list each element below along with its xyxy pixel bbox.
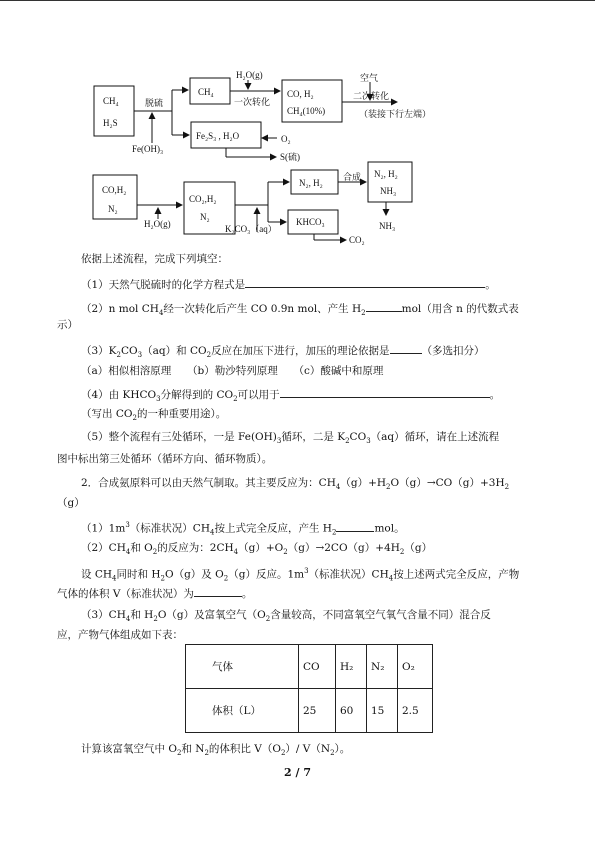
final-question: 计算该富氧空气中 $O_2$和 $N_2$的体积比 $V(O_2)/$ $V(N_2)$。 [81, 743, 351, 758]
air-label: 空气 [360, 73, 379, 83]
o2-label: O₂ [281, 134, 291, 144]
question-4: （4）由 $KHCO_3$分解得到的 $CO_2$可以用于 。 [81, 386, 581, 406]
feed-h2s-label: H₂S [103, 118, 118, 128]
question-5: （5）整个流程有三处循环，一是 $Fe(OH)_3$循环，二是 $K_2CO_3(aq)$循环，请在上述流程 [81, 431, 500, 446]
question-1: （1）天然气脱硫时的化学方程式是 。 [81, 276, 581, 292]
part-2-intro-cont: （g） [57, 497, 85, 509]
ch4-box-label: CH₄ [198, 87, 214, 97]
nh3-out-label: NH₃ [379, 221, 396, 231]
fe-box-label: Fe₂S₃ , H₂O [196, 131, 240, 141]
desulf-label: 脱硫 [145, 98, 164, 108]
co2-box-line1: CO₂,H₂ [189, 194, 217, 204]
co2-box-line2: N₂ [200, 212, 210, 222]
table-value-h2: 60 [336, 689, 367, 733]
part-2-question-2: $(2)CH_4$和 $O_2$的反应为：$2CH_4(g)+O_2(g)\to 2CO(g)+4H_2(g)$ [81, 542, 433, 557]
feed-box [94, 86, 134, 136]
k2co3-label: K₂CO₃（aq） [225, 224, 277, 234]
co-box-line2: CH₄(10%) [287, 106, 326, 116]
n2h2-box-label: N₂, H₂ [299, 178, 323, 188]
table-header-o2: O₂ [398, 645, 433, 689]
intro-line: 依据上述流程，完成下列填空： [81, 253, 228, 265]
nh3-box [368, 162, 412, 202]
sulfur-label: S(硫) [280, 152, 300, 162]
part-2-intro: 2．合成氨原料可以由天然气制取。其主要反应为：$CH_4(g)+H_2O(g)\to CO(g)+3H_2$ [81, 477, 510, 492]
first-conversion-label: 一次转化 [234, 97, 271, 107]
table-header-co: CO [299, 645, 336, 689]
second-note-label: （装接下行左端） [359, 109, 432, 119]
coh2-box-line1: CO,H₂ [102, 185, 127, 195]
process-flow-diagram [0, 0, 595, 250]
coh2-box-line2: N₂ [108, 204, 118, 214]
feed-ch4-label: CH₄ [103, 96, 119, 106]
question-3: $(3)K_2CO_3(aq)$和 $CO_2$反应在加压下进行，加压的理论依据是 （多选扣分） [81, 342, 581, 362]
part-2-question-3-cont: 应，产物气体组成如下表： [57, 629, 183, 641]
khco3-box-label: KHCO₃ [296, 217, 325, 227]
nh3-box-line2: NH₃ [380, 186, 397, 196]
table-row-label: 体积（L） [186, 689, 299, 733]
table-header-row [186, 645, 433, 689]
question-5-cont: 图中标出第三处循环（循环方向、循环物质）。 [57, 453, 273, 465]
part-2-question-2-cont: 气体的体积 V（标准状况）为 。 [57, 585, 557, 601]
co-box-line1: CO, H₂ [287, 89, 314, 99]
table-header-h2: H₂ [336, 645, 367, 689]
question-3-options: （a）相似相溶原理 （b）勒沙特列原理 （c）酸碱中和原理 [81, 365, 384, 377]
second-conversion-label: 二次转化 [353, 91, 390, 101]
feoh3-label: Fe(OH)₃ [132, 144, 164, 154]
h2o-label-1: H₂O(g) [236, 70, 263, 80]
table-header-label: 气体 [186, 645, 299, 689]
part-2-question-3: $(3)CH_4$和 $H_2O(g)$及富氧空气（$O_2$含量较高，不同富氧空气氧气含量不同）混合反 [81, 609, 491, 624]
table-row [186, 689, 433, 733]
co2-out-label: CO₂ [349, 235, 365, 245]
table-value-n2: 15 [367, 689, 398, 733]
table-value-co: 25 [299, 689, 336, 733]
question-2: （2）n mol $CH_4$经一次转化后产生 CO 0.9n mol、产生 $H_2$ mol（用含 n 的代数式表 [81, 300, 581, 320]
page-number: 2 / 7 [284, 766, 311, 779]
question-2-cont: 示） [57, 319, 78, 331]
question-4-note: （写出 $CO_2$的一种重要用途）。 [81, 408, 227, 423]
table-header-n2: N₂ [367, 645, 398, 689]
gas-composition-table [185, 644, 433, 733]
synthesis-label: 合成 [343, 172, 362, 182]
part-2-question-2-setup: 设 $CH_4$同时和 $H_2O(g)$及 $O_2(g)$反应。$1m^3$（标准状况）$CH_4$按上述两式完全反应，产物 [81, 567, 520, 583]
nh3-box-line1: N₂, H₂ [374, 169, 398, 179]
table-value-o2: 2.5 [398, 689, 433, 733]
h2o-label-2: H₂O(g) [144, 219, 171, 229]
part-2-question-1: $(1)1m^3$（标准状况）$CH_4$按上式完全反应，产生 $H_2$ mol。 [81, 521, 405, 537]
